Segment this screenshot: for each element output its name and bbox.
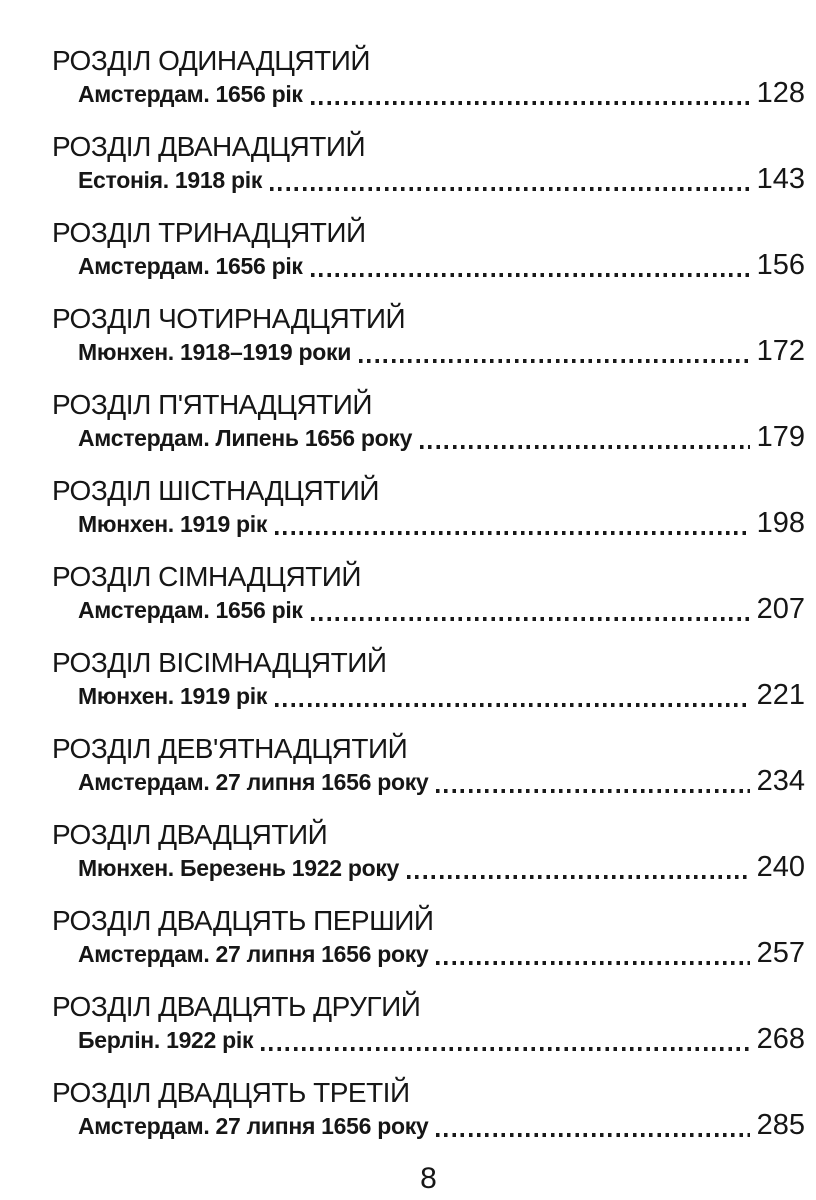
chapter-title: РОЗДІЛ ДЕВ'ЯТНАДЦЯТИЙ [52, 733, 408, 764]
toc-entry [52, 302, 805, 368]
toc-list [52, 44, 805, 1142]
chapter-page-number: 143 [756, 163, 805, 195]
chapter-subtitle: Берлін. 1922 рік [78, 1027, 254, 1053]
chapter-subtitle-row [78, 1109, 805, 1142]
chapter-page-number: 240 [756, 851, 805, 883]
chapter-title: РОЗДІЛ ВІСІМНАДЦЯТИЙ [52, 647, 387, 678]
chapter-title: РОЗДІЛ ЧОТИРНАДЦЯТИЙ [52, 303, 406, 334]
chapter-page-number: 285 [756, 1109, 805, 1141]
chapter-title: РОЗДІЛ ДВАДЦЯТЬ ТРЕТІЙ [52, 1077, 410, 1108]
toc-entry [52, 130, 805, 196]
chapter-subtitle-row [78, 249, 805, 282]
dot-leader [270, 187, 750, 191]
chapter-subtitle: Амстердам. 1656 рік [78, 597, 303, 623]
chapter-subtitle: Мюнхен. 1919 рік [78, 683, 268, 709]
chapter-page-number: 234 [756, 765, 805, 797]
dot-leader [436, 1133, 749, 1137]
toc-entry [52, 904, 805, 970]
dot-leader [311, 273, 750, 277]
footer-page-number: 8 [420, 1162, 437, 1195]
toc-entry [52, 44, 805, 110]
chapter-page-number: 198 [756, 507, 805, 539]
chapter-subtitle-row [78, 765, 805, 798]
dot-leader [436, 789, 749, 793]
chapter-subtitle: Мюнхен. Березень 1922 року [78, 855, 400, 881]
chapter-subtitle: Амстердам. 27 липня 1656 року [78, 769, 429, 795]
chapter-subtitle: Амстердам. 1656 рік [78, 253, 303, 279]
dot-leader [407, 875, 750, 879]
chapter-subtitle-row [78, 77, 805, 110]
chapter-title: РОЗДІЛ ОДИНАДЦЯТИЙ [52, 45, 370, 76]
toc-entry [52, 818, 805, 884]
chapter-page-number: 128 [756, 77, 805, 109]
chapter-subtitle-row [78, 507, 805, 540]
chapter-subtitle: Амстердам. 1656 рік [78, 81, 303, 107]
chapter-subtitle-row [78, 335, 805, 368]
dot-leader [275, 531, 750, 535]
dot-leader [436, 961, 749, 965]
toc-entry [52, 1076, 805, 1142]
chapter-subtitle-row [78, 937, 805, 970]
chapter-title: РОЗДІЛ ДВАДЦЯТИЙ [52, 819, 328, 850]
chapter-title: РОЗДІЛ ДВАНАДЦЯТИЙ [52, 131, 366, 162]
chapter-subtitle-row [78, 1023, 805, 1056]
chapter-page-number: 207 [756, 593, 805, 625]
chapter-page-number: 257 [756, 937, 805, 969]
chapter-title: РОЗДІЛ ТРИНАДЦЯТИЙ [52, 217, 366, 248]
chapter-page-number: 172 [756, 335, 805, 367]
chapter-subtitle-row [78, 593, 805, 626]
toc-entry [52, 388, 805, 454]
chapter-subtitle-row [78, 163, 805, 196]
chapter-page-number: 268 [756, 1023, 805, 1055]
chapter-title: РОЗДІЛ П'ЯТНАДЦЯТИЙ [52, 389, 373, 420]
toc-entry [52, 732, 805, 798]
chapter-title: РОЗДІЛ СІМНАДЦЯТИЙ [52, 561, 362, 592]
chapter-title: РОЗДІЛ ШІСТНАДЦЯТИЙ [52, 475, 380, 506]
chapter-title: РОЗДІЛ ДВАДЦЯТЬ ДРУГИЙ [52, 991, 421, 1022]
dot-leader [359, 359, 750, 363]
chapter-subtitle: Амстердам. Липень 1656 року [78, 425, 413, 451]
toc-entry [52, 216, 805, 282]
dot-leader [311, 617, 750, 621]
toc-entry [52, 646, 805, 712]
chapter-subtitle: Мюнхен. 1919 рік [78, 511, 268, 537]
chapter-title: РОЗДІЛ ДВАДЦЯТЬ ПЕРШИЙ [52, 905, 434, 936]
dot-leader [275, 703, 750, 707]
chapter-subtitle: Естонія. 1918 рік [78, 167, 263, 193]
toc-entry [52, 560, 805, 626]
chapter-subtitle: Мюнхен. 1918–1919 роки [78, 339, 352, 365]
chapter-subtitle-row [78, 851, 805, 884]
chapter-page-number: 221 [756, 679, 805, 711]
dot-leader [420, 445, 750, 449]
toc-entry [52, 990, 805, 1056]
chapter-subtitle: Амстердам. 27 липня 1656 року [78, 1113, 429, 1139]
dot-leader [261, 1047, 749, 1051]
chapter-page-number: 179 [756, 421, 805, 453]
chapter-subtitle-row [78, 679, 805, 712]
chapter-page-number: 156 [756, 249, 805, 281]
chapter-subtitle-row [78, 421, 805, 454]
chapter-subtitle: Амстердам. 27 липня 1656 року [78, 941, 429, 967]
dot-leader [311, 101, 750, 105]
toc-entry [52, 474, 805, 540]
